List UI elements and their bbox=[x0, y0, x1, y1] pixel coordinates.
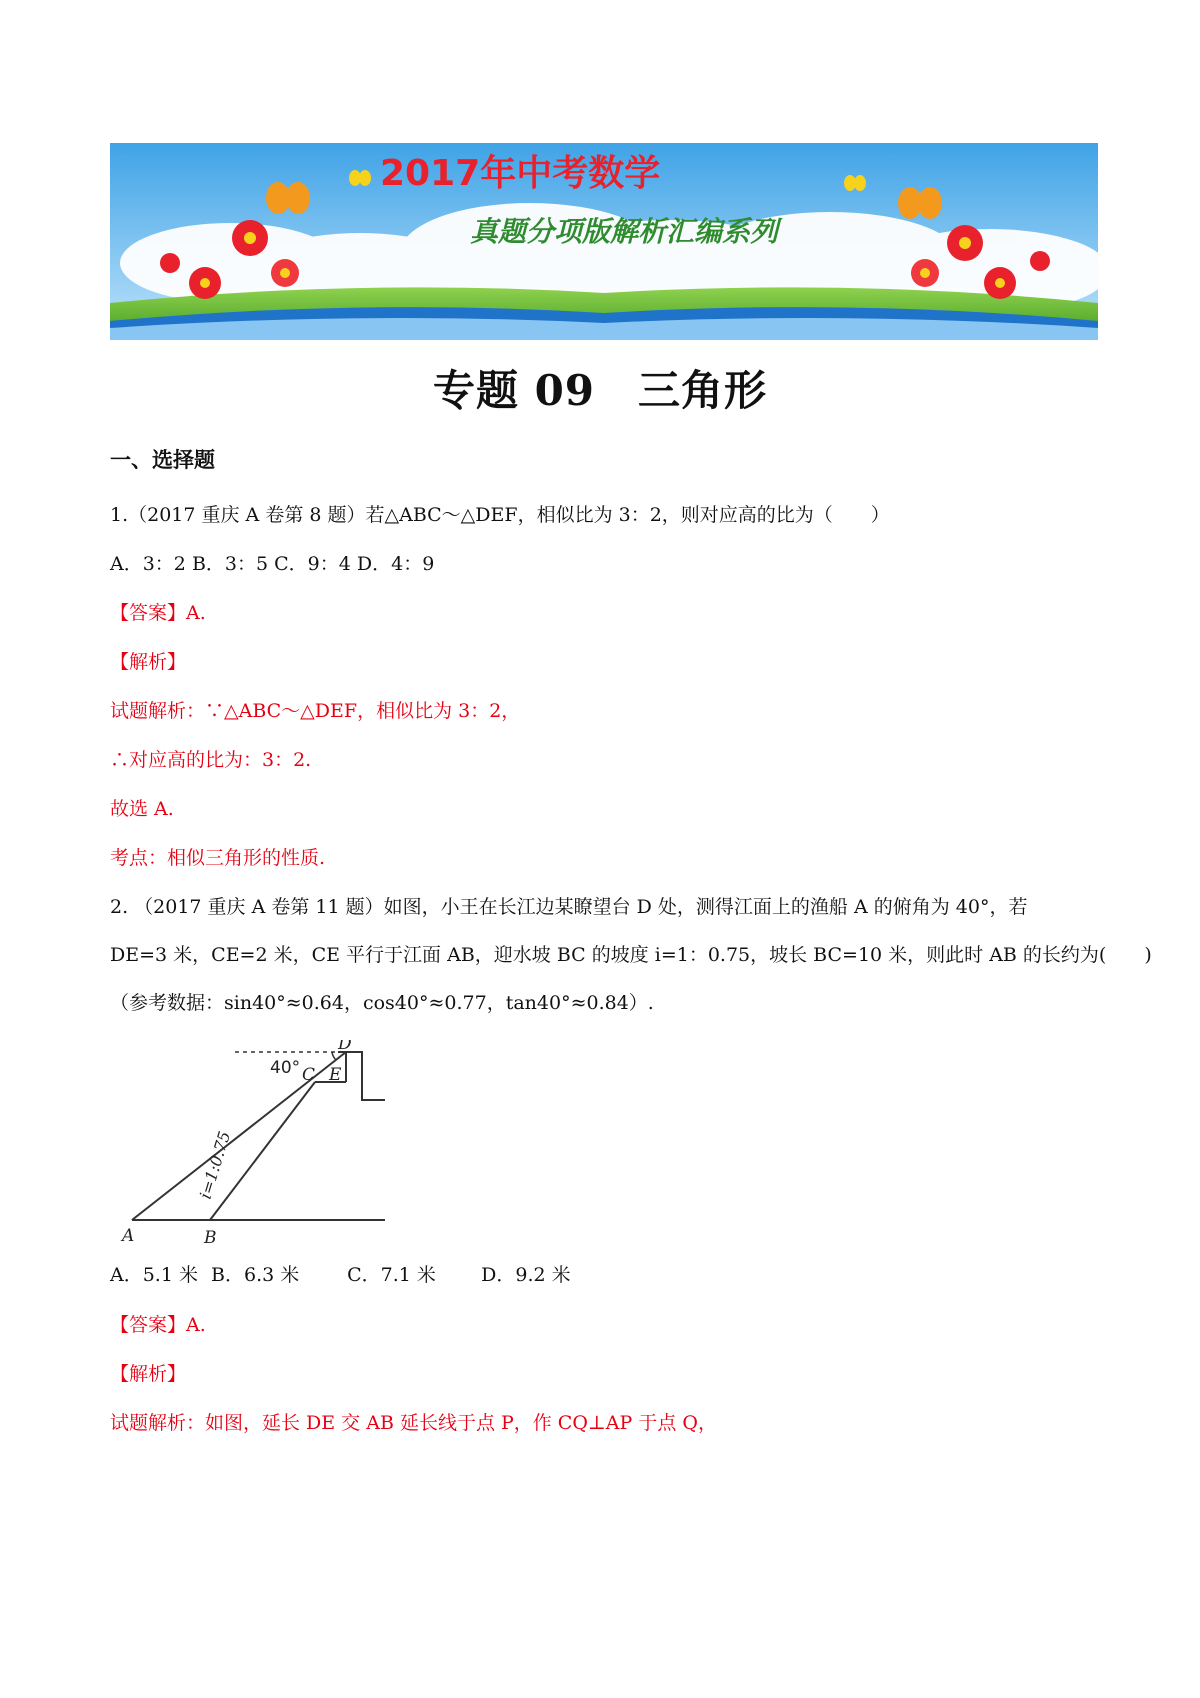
question-2-answer: 【答案】A. bbox=[110, 1314, 206, 1336]
point-e-label: E bbox=[329, 1065, 342, 1085]
point-c-label: C bbox=[302, 1065, 316, 1085]
banner-title: 2017年中考数学 bbox=[380, 153, 661, 194]
angle-arc bbox=[332, 1052, 336, 1060]
question-2-figure bbox=[110, 1040, 410, 1264]
question-2-analysis-label: 【解析】 bbox=[110, 1363, 187, 1385]
document-title: 专题 09 三角形 bbox=[432, 366, 768, 415]
question-1-analysis-line: 试题解析：∵△ABC～△DEF，相似比为 3：2， bbox=[110, 700, 521, 722]
point-b-label: B bbox=[204, 1228, 217, 1248]
option-c: C．7.1 米 bbox=[347, 1264, 436, 1286]
banner-illustration bbox=[110, 143, 1098, 340]
point-a-label: A bbox=[122, 1226, 135, 1246]
question-1-analysis-line: 故选 A. bbox=[110, 798, 174, 820]
geometry-diagram bbox=[110, 1040, 410, 1260]
question-1-answer: 【答案】A. bbox=[110, 602, 206, 624]
question-2-options bbox=[110, 1262, 1100, 1288]
question-2-stem-line: （参考数据：sin40°≈0.64，cos40°≈0.77，tan40°≈0.84）. bbox=[110, 992, 654, 1014]
banner-subtitle: 真题分项版解析汇编系列 bbox=[470, 215, 779, 248]
point-d-label: D bbox=[338, 1040, 352, 1054]
question-2-stem-line: DE=3 米，CE=2 米，CE 平行于江面 AB，迎水坡 BC 的坡度 i=1：0.75，坡长 BC=10 米，则此时 AB 的长约为( ) bbox=[110, 944, 1152, 966]
question-1-analysis-label: 【解析】 bbox=[110, 651, 187, 673]
option-a: A．5.1 米 bbox=[110, 1264, 198, 1286]
section-heading: 一、选择题 bbox=[110, 447, 215, 472]
question-1-options: A．3：2 B．3：5 C．9：4 D．4：9 bbox=[110, 553, 435, 575]
question-1-stem: 1.（2017 重庆 A 卷第 8 题）若△ABC～△DEF，相似比为 3：2，则对应高的比为（ ） bbox=[110, 504, 890, 526]
question-2-stem-line: 2. （2017 重庆 A 卷第 11 题）如图，小王在长江边某瞭望台 D 处，测得江面上的渔船 A 的俯角为 40°，若 bbox=[110, 896, 1028, 918]
question-2-analysis-line: 试题解析：如图，延长 DE 交 AB 延长线于点 P，作 CQ⊥AP 于点 Q， bbox=[110, 1412, 717, 1434]
header-banner bbox=[110, 143, 1098, 340]
question-1-analysis-line: 考点：相似三角形的性质. bbox=[110, 847, 326, 869]
slope-label: i=1:0.75 bbox=[195, 1128, 235, 1202]
angle-label: 40° bbox=[270, 1058, 301, 1078]
option-d: D．9.2 米 bbox=[481, 1264, 571, 1286]
question-1-analysis-line: ∴对应高的比为：3：2. bbox=[110, 749, 312, 771]
option-b: B．6.3 米 bbox=[211, 1264, 300, 1286]
